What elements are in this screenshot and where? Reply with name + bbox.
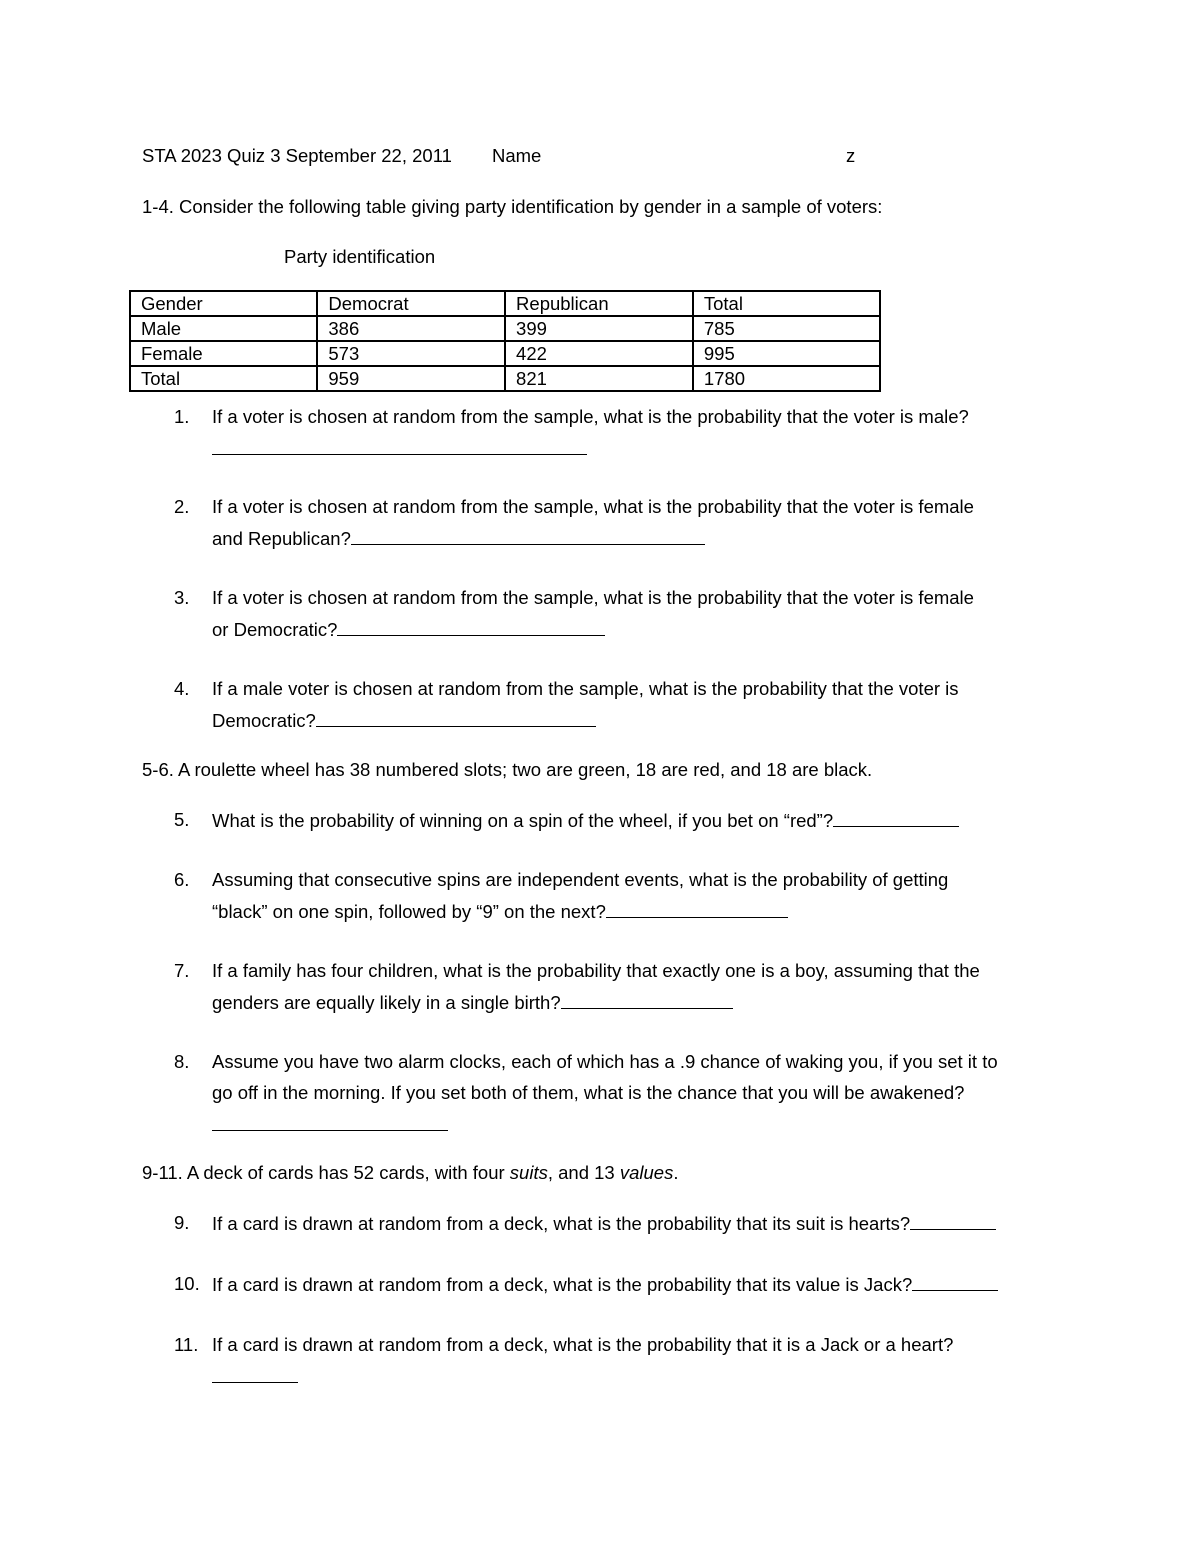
table-cell: 399 — [505, 316, 693, 341]
section3-intro — [142, 1161, 678, 1185]
course-title: STA 2023 Quiz 3 September 22, 2011 — [142, 145, 452, 166]
table-cell: 422 — [505, 341, 693, 366]
question-text: Assume you have two alarm clocks, each of which has a .9 chance of waking you, if you set it to — [212, 1051, 998, 1072]
question-text: If a male voter is chosen at random from the sample, what is the probability that the voter is — [212, 678, 959, 699]
answer-line[interactable] — [316, 708, 596, 727]
question-text: If a card is drawn at random from a deck, what is the probability that its value is Jack? — [212, 1274, 913, 1295]
question-text-line2 — [212, 899, 788, 924]
question-text: If a family has four children, what is the probability that exactly one is a boy, assuming that the — [212, 960, 980, 981]
question-text-line — [212, 808, 959, 833]
question-text: If a voter is chosen at random from the sample, what is the probability that the voter is male? — [212, 406, 969, 427]
question-text: If a voter is chosen at random from the sample, what is the probability that the voter is female — [212, 587, 974, 608]
question-number: 8. — [174, 1051, 190, 1072]
table-cell: 785 — [693, 316, 880, 341]
question-number: 11. — [174, 1334, 199, 1355]
answer-line[interactable] — [212, 1364, 298, 1389]
answer-line[interactable] — [212, 436, 587, 461]
table-cell: 821 — [505, 366, 693, 391]
question-number: 9. — [174, 1212, 190, 1233]
question-text-line — [212, 1272, 998, 1297]
name-label: Name — [492, 145, 542, 166]
table-cell: 959 — [317, 366, 505, 391]
z-mark: z — [846, 145, 856, 166]
table-header-cell: Gender — [130, 291, 317, 316]
question-text-cont: “black” on one spin, followed by “9” on the next? — [212, 901, 606, 922]
intro-text: . — [673, 1162, 679, 1183]
question-text-cont: or Democratic? — [212, 619, 338, 640]
table-cell: 573 — [317, 341, 505, 366]
question-number: 4. — [174, 678, 190, 699]
table-row — [130, 316, 880, 341]
question-text: If a card is drawn at random from a deck, what is the probability that it is a Jack or a heart? — [212, 1334, 954, 1355]
section2-intro: 5-6. A roulette wheel has 38 numbered slots; two are green, 18 are red, and 18 are black. — [142, 759, 873, 780]
table-row — [130, 366, 880, 391]
question-text: If a voter is chosen at random from the sample, what is the probability that the voter is female — [212, 496, 974, 517]
intro-values: values — [619, 1162, 674, 1183]
answer-line[interactable] — [606, 899, 788, 918]
table-cell: Female — [130, 341, 317, 366]
question-number: 1. — [174, 406, 190, 427]
answer-line[interactable] — [561, 990, 733, 1009]
question-text: Assuming that consecutive spins are independent events, what is the probability of getting — [212, 869, 949, 890]
question-number: 2. — [174, 496, 190, 517]
table-header-cell: Republican — [505, 291, 693, 316]
question-text-line2 — [212, 708, 596, 733]
question-text-line — [212, 1211, 996, 1236]
question-number: 6. — [174, 869, 190, 890]
question-text: What is the probability of winning on a spin of the wheel, if you bet on “red”? — [212, 810, 834, 831]
question-text-line2 — [212, 526, 705, 551]
answer-line[interactable] — [337, 617, 605, 636]
question-number: 5. — [174, 809, 190, 830]
table-cell: 1780 — [693, 366, 880, 391]
table-caption: Party identification — [284, 246, 436, 267]
table-header-cell: Democrat — [317, 291, 505, 316]
question-text-line2 — [212, 990, 733, 1015]
question-number: 3. — [174, 587, 190, 608]
table-row — [130, 341, 880, 366]
table-cell: 995 — [693, 341, 880, 366]
party-table — [129, 290, 881, 392]
table-header-row — [130, 291, 880, 316]
answer-line[interactable] — [212, 1112, 448, 1137]
question-text: If a card is drawn at random from a deck, what is the probability that its suit is hearts? — [212, 1213, 911, 1234]
intro-suits: suits — [509, 1162, 548, 1183]
section1-intro: 1-4. Consider the following table giving party identification by gender in a sample of voters: — [142, 196, 883, 217]
table-cell: Male — [130, 316, 317, 341]
question-number: 10. — [174, 1273, 200, 1294]
answer-line[interactable] — [912, 1272, 998, 1291]
answer-line[interactable] — [833, 808, 959, 827]
table-cell: 386 — [317, 316, 505, 341]
answer-line[interactable] — [910, 1211, 996, 1230]
question-text-cont: genders are equally likely in a single birth? — [212, 992, 561, 1013]
intro-text: 9-11. A deck of cards has 52 cards, with four — [142, 1162, 510, 1183]
question-text-cont: go off in the morning. If you set both of them, what is the chance that you will be awakened? — [212, 1082, 965, 1103]
question-text-cont: and Republican? — [212, 528, 351, 549]
question-text-line2 — [212, 617, 605, 642]
question-number: 7. — [174, 960, 190, 981]
table-cell: Total — [130, 366, 317, 391]
answer-line[interactable] — [351, 526, 705, 545]
table-header-cell: Total — [693, 291, 880, 316]
question-text-cont: Democratic? — [212, 710, 316, 731]
intro-text: , and 13 — [547, 1162, 620, 1183]
